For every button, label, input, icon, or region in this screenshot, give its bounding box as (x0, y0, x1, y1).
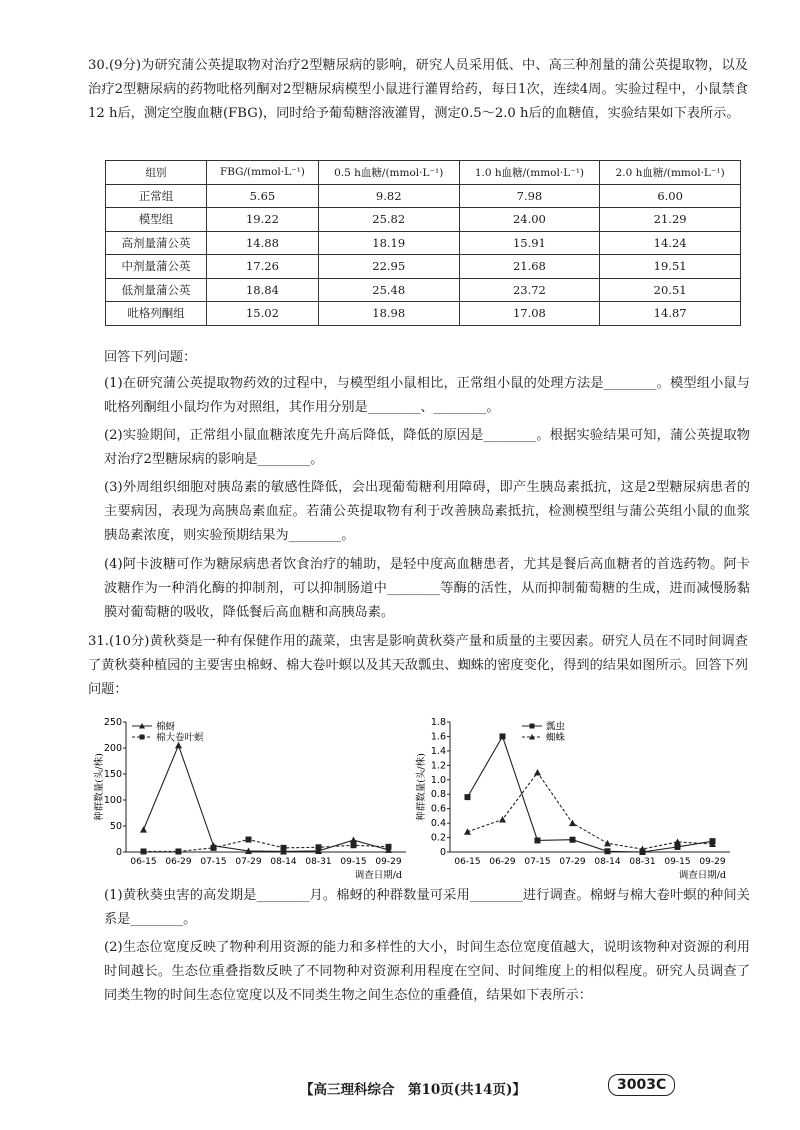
y-tick-label: 250 (103, 717, 122, 728)
y-axis-label: 种群数量(头/株) (94, 753, 105, 821)
table-cell: 17.26 (207, 255, 319, 279)
data-point-square (211, 845, 217, 851)
legend-marker-square (140, 735, 145, 740)
table-cell: 15.91 (459, 231, 600, 255)
series-line-0 (144, 745, 389, 851)
x-tick-label: 07-15 (200, 857, 227, 867)
table-row (106, 302, 741, 326)
y-tick-label: 200 (103, 743, 122, 754)
series-line-1 (468, 773, 713, 850)
data-point-square (316, 844, 322, 850)
table-cell: 21.68 (459, 255, 600, 279)
y-tick-label: 1.8 (430, 717, 446, 728)
answer-prompt: 回答下列问题： (104, 350, 197, 365)
table-header: 1.0 h血糖/(mmol·L⁻¹) (459, 161, 600, 185)
table-cell: 14.88 (207, 231, 319, 255)
q30-sub4: (4)阿卡波糖可作为糖尿病患者饮食治疗的辅助，是轻中度高血糖患者，尤其是餐后高血糖者的首选药物。阿卡波糖作为一种消化酶的抑制剂，可以抑制肠道中________等酶的活性，从而抑制葡萄糖的生成，进而减慢肠黏膜对葡萄糖的吸收，降低餐后高血糖和高胰岛素。 (104, 557, 750, 620)
table-cell: 18.84 (207, 278, 319, 302)
table-cell: 模型组 (106, 208, 207, 232)
data-point-square (281, 845, 287, 851)
y-tick-label: 1.6 (430, 731, 446, 743)
q31-intro: 31.(10分)黄秋葵是一种有保健作用的蔬菜，虫害是影响黄秋葵产量和质量的主要因素。研究人员在不同时间调查了黄秋葵种植园的主要害虫棉蚜、棉大卷叶螟以及其天敌瓢虫、蜘蛛的密度变化，得到的结果如图所示。回答下列问题： (88, 634, 748, 697)
x-tick-label: 09-29 (375, 857, 402, 867)
table-cell: 25.82 (318, 208, 459, 232)
x-tick-label: 08-31 (629, 857, 656, 867)
x-tick-label: 07-29 (559, 857, 586, 867)
data-point-square (465, 794, 471, 800)
table-cell: 19.22 (207, 208, 319, 232)
x-tick-label: 06-29 (489, 857, 516, 867)
y-tick-label: 150 (103, 769, 122, 780)
table-cell: 7.98 (459, 184, 600, 208)
table-row (106, 231, 741, 255)
table-cell: 5.65 (207, 184, 319, 208)
table-cell: 18.98 (318, 302, 459, 326)
table-cell: 6.00 (600, 184, 741, 208)
y-tick-label: 1.4 (430, 745, 446, 757)
table-row (106, 278, 741, 302)
q30-sub1: (1)在研究蒲公英提取物药效的过程中，与模型组小鼠相比，正常组小鼠的处理方法是________。模型组小鼠与吡格列酮组小鼠均作为对照组，其作用分别是________、________。 (104, 376, 750, 415)
x-tick-label: 09-15 (664, 857, 691, 867)
x-axis-label: 调查日期/d (354, 870, 402, 881)
q31-sub1: (1)黄秋葵虫害的高发期是________月。棉蚜的种群数量可采用________进行调查。棉蚜与棉大卷叶螟的种间关系是________。 (104, 888, 750, 927)
x-tick-label: 07-15 (524, 857, 551, 867)
x-axis-label: 调查日期/d (678, 870, 726, 881)
y-tick-label: 0.8 (430, 789, 446, 801)
table-cell: 正常组 (106, 184, 207, 208)
x-tick-label: 09-15 (340, 857, 367, 867)
table-cell: 24.00 (459, 208, 600, 232)
table-cell: 吡格列酮组 (106, 302, 207, 326)
y-tick-label: 0.6 (430, 803, 446, 815)
data-point-square (351, 842, 357, 848)
table-header: 2.0 h血糖/(mmol·L⁻¹) (600, 161, 741, 185)
table-header-row (106, 161, 741, 185)
table-cell: 15.02 (207, 302, 319, 326)
table-cell: 高剂量蒲公英 (106, 231, 207, 255)
x-tick-label: 06-29 (165, 857, 192, 867)
table-cell: 23.72 (459, 278, 600, 302)
x-tick-label: 07-29 (235, 857, 262, 867)
y-tick-label: 0 (439, 847, 446, 858)
exam-code-badge: 3003C (608, 1074, 675, 1096)
q30-intro: 30.(9分)为研究蒲公英提取物对治疗2型糖尿病的影响，研究人员采用低、中、高三种剂量的蒲公英提取物，以及治疗2型糖尿病的药物吡格列酮对2型糖尿病模型小鼠进行灌胃给药，每日1次，连续4周。实验过程中，小鼠禁食12 h后，测定空腹血糖(FBG)，同时给予葡萄糖溶液灌胃，测定0.5～2.0 h后的血糖值，实验结果如下表所示。 (88, 58, 748, 121)
enemy-density-chart (410, 710, 740, 890)
table-cell: 22.95 (318, 255, 459, 279)
table-cell: 低剂量蒲公英 (106, 278, 207, 302)
blood-glucose-table (105, 160, 741, 326)
y-tick-label: 100 (103, 795, 122, 806)
data-point-square (141, 848, 147, 854)
table-row (106, 255, 741, 279)
q30-sub2: (2)实验期间，正常组小鼠血糖浓度先升高后降低，降低的原因是________。根据实验结果可知，蒲公英提取物对治疗2型糖尿病的影响是________。 (104, 428, 750, 467)
data-point-triangle (604, 840, 611, 847)
y-tick-label: 0.2 (430, 832, 446, 844)
table-cell: 18.19 (318, 231, 459, 255)
legend-label: 棉大卷叶螟 (156, 732, 204, 744)
pest-density-chart (88, 710, 418, 890)
x-tick-label: 06-15 (130, 857, 157, 867)
data-point-triangle (534, 769, 541, 776)
table-cell: 17.08 (459, 302, 600, 326)
data-point-triangle (350, 837, 357, 844)
series-line-0 (468, 736, 713, 852)
data-point-square (386, 844, 392, 850)
table-cell: 20.51 (600, 278, 741, 302)
page-number-label: 【高三理科综合 第10页(共14页)】 (300, 1082, 526, 1098)
table-cell: 19.51 (600, 255, 741, 279)
x-tick-label: 08-14 (270, 857, 297, 867)
table-cell: 14.87 (600, 302, 741, 326)
x-tick-label: 09-29 (699, 857, 726, 867)
table-header: 0.5 h血糖/(mmol·L⁻¹) (318, 161, 459, 185)
x-tick-label: 08-14 (594, 857, 621, 867)
data-point-square (176, 848, 182, 854)
table-cell: 中剂量蒲公英 (106, 255, 207, 279)
legend-label: 棉蚜 (156, 721, 176, 733)
table-cell: 21.29 (600, 208, 741, 232)
data-point-square (535, 837, 541, 843)
y-tick-label: 1.2 (430, 760, 446, 772)
y-tick-label: 0.4 (430, 818, 446, 830)
page-footer (0, 1074, 800, 1104)
x-tick-label: 08-31 (305, 857, 332, 867)
q31-sub2: (2)生态位宽度反映了物种利用资源的能力和多样性的大小，时间生态位宽度值越大，说明该物种对资源的利用时间越长。生态位重叠指数反映了不同物种对资源利用程度在空间、时间维度上的相似程度。研究人员调查了同类生物的时间生态位宽度以及不同类生物之间生态位的重叠值，结果如下表所示： (104, 940, 750, 1003)
q30-sub3: (3)外周组织细胞对胰岛素的敏感性降低，会出现葡萄糖利用障碍，即产生胰岛素抵抗，这是2型糖尿病患者的主要病因，表现为高胰岛素血症。若蒲公英提取物有利于改善胰岛素抵抗，检测模型组与蒲公英组小鼠的血浆胰岛素浓度，则实验预期结果为________。 (104, 480, 750, 543)
data-point-triangle (569, 820, 576, 827)
data-point-triangle (140, 826, 147, 833)
y-axis-label: 种群数量(头/株) (416, 753, 427, 821)
data-point-square (605, 848, 611, 854)
data-point-square (246, 837, 252, 843)
table-header: 组别 (106, 161, 207, 185)
y-tick-label: 50 (109, 821, 122, 832)
table-row (106, 184, 741, 208)
legend-label: 蜘蛛 (546, 732, 566, 744)
data-point-square (500, 733, 506, 739)
table-header: FBG/(mmol·L⁻¹) (207, 161, 319, 185)
y-tick-label: 0 (115, 847, 122, 858)
table-cell: 14.24 (600, 231, 741, 255)
table-row (106, 208, 741, 232)
legend-marker-square (530, 724, 535, 729)
table-cell: 9.82 (318, 184, 459, 208)
y-tick-label: 1.0 (430, 774, 446, 786)
x-tick-label: 06-15 (454, 857, 481, 867)
legend-label: 瓢虫 (546, 721, 566, 733)
data-point-triangle (464, 828, 471, 835)
table-cell: 25.48 (318, 278, 459, 302)
data-point-square (570, 837, 576, 843)
